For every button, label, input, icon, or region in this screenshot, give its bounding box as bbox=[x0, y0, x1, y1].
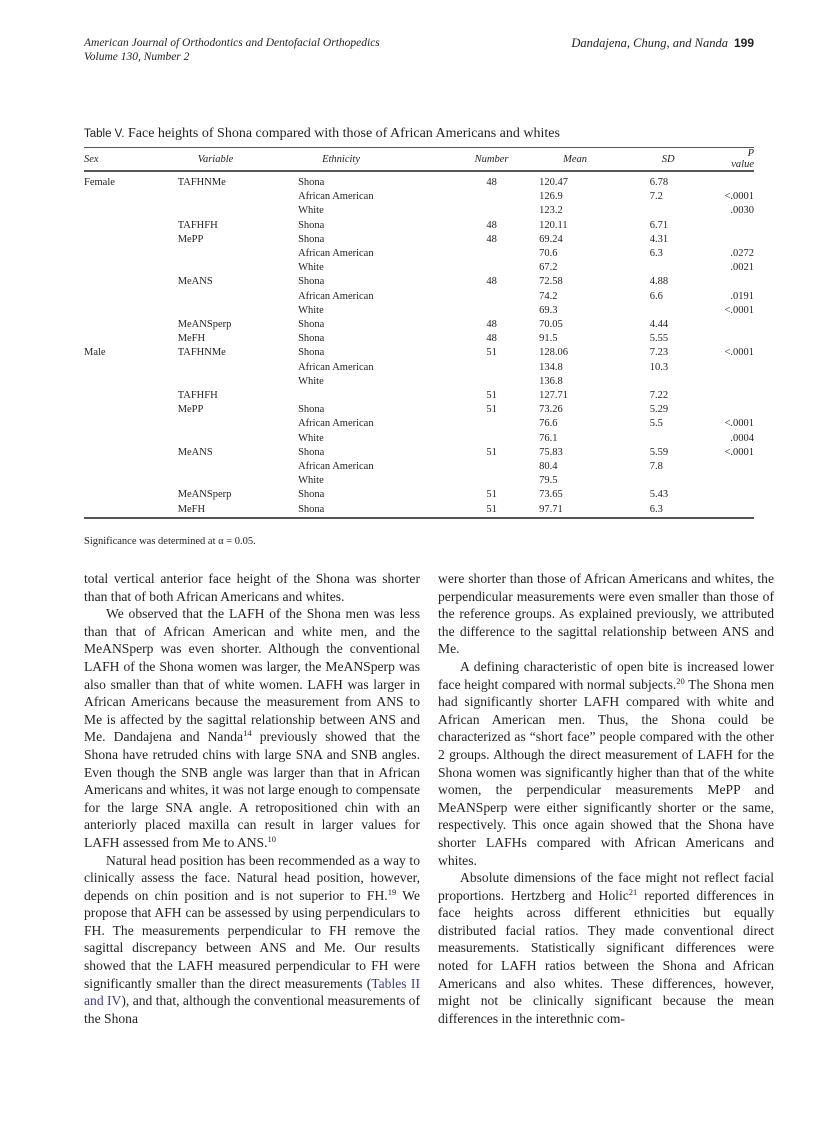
cell-p-value: .0030 bbox=[730, 205, 754, 217]
data-table bbox=[84, 147, 754, 519]
cell-sd: 7.22 bbox=[649, 390, 669, 402]
cell-variable: TAFHNMe bbox=[177, 177, 226, 188]
cell-ethnicity: White bbox=[298, 262, 324, 274]
body-text: ), and that, although the conventional measurements of the Shona bbox=[84, 993, 420, 1026]
cell-ethnicity: Shona bbox=[298, 446, 325, 458]
cell-sd bbox=[650, 261, 725, 275]
cell-ethnicity: African American bbox=[298, 191, 374, 203]
citation-reference[interactable]: 10 bbox=[267, 833, 277, 844]
table-row bbox=[84, 375, 754, 389]
cell-variable bbox=[178, 432, 298, 446]
cell-number: 51 bbox=[486, 347, 497, 359]
cell-p-value bbox=[724, 403, 754, 417]
cell-variable bbox=[178, 460, 298, 474]
citation-reference[interactable]: 19 bbox=[387, 886, 397, 897]
cell-sex bbox=[84, 247, 178, 261]
page-number: 199 bbox=[733, 36, 754, 50]
cell-sd bbox=[650, 204, 725, 218]
cell-sex bbox=[84, 275, 178, 289]
cell-sd: 4.44 bbox=[649, 319, 669, 331]
cell-number: 51 bbox=[486, 489, 497, 501]
cell-p-value: <.0001 bbox=[724, 347, 754, 359]
cell-mean: 126.9 bbox=[539, 191, 563, 203]
cell-number bbox=[448, 190, 535, 204]
cell-p-value bbox=[724, 332, 754, 346]
cell-mean: 74.2 bbox=[539, 290, 558, 302]
cell-variable bbox=[178, 290, 298, 304]
cell-p-value bbox=[724, 460, 754, 474]
cell-mean: 136.8 bbox=[539, 375, 563, 387]
cell-sex bbox=[84, 389, 178, 403]
cell-variable: MePP bbox=[177, 233, 204, 245]
cell-sex: Female bbox=[84, 177, 115, 188]
table-cross-reference-link[interactable]: Tables II and IV bbox=[84, 975, 420, 1009]
table-row bbox=[84, 247, 754, 261]
cell-sex bbox=[84, 290, 178, 304]
cell-sd bbox=[650, 474, 725, 488]
cell-ethnicity: Shona bbox=[298, 276, 325, 288]
table-row bbox=[84, 275, 754, 289]
body-column-left bbox=[84, 570, 420, 1027]
cell-p-value bbox=[724, 361, 754, 375]
cell-sd: 7.2 bbox=[649, 191, 663, 203]
cell-p-value: .0191 bbox=[730, 290, 754, 302]
cell-variable bbox=[178, 247, 298, 261]
cell-number bbox=[448, 474, 535, 488]
table-footnote: Significance was determined at α = 0.05. bbox=[84, 536, 256, 547]
col-header-number: Number bbox=[474, 153, 509, 165]
cell-sex bbox=[84, 488, 178, 502]
cell-sd: 4.88 bbox=[649, 276, 669, 288]
cell-p-value bbox=[724, 233, 754, 247]
cell-sex bbox=[84, 432, 178, 446]
cell-mean: 69.3 bbox=[539, 304, 558, 316]
body-paragraph bbox=[438, 869, 774, 1027]
cell-mean: 72.58 bbox=[539, 276, 563, 288]
cell-ethnicity: White bbox=[298, 432, 324, 444]
journal-volume: Volume 130, Number 2 bbox=[84, 51, 190, 63]
cell-number: 48 bbox=[486, 219, 497, 231]
cell-p-value: <.0001 bbox=[724, 418, 754, 430]
table-row bbox=[84, 233, 754, 247]
cell-mean: 120.11 bbox=[539, 219, 568, 231]
cell-number bbox=[448, 204, 535, 218]
col-header-p-value: P value bbox=[731, 148, 754, 170]
cell-sd: 5.59 bbox=[649, 446, 669, 458]
cell-variable bbox=[178, 361, 298, 375]
cell-sex bbox=[84, 361, 178, 375]
citation-reference[interactable]: 14 bbox=[243, 728, 252, 739]
table-row bbox=[84, 417, 754, 431]
body-text: The Shona men had significantly shorter LAFH compared with white and African American men. Thus, the Shona could be characterized as “short face” people compared with the other 2 groups. Although the direct measurement of LAFH for the Shona women was significantly higher than that of the white women, the perpendicular measurements MePP and MeANSperp were either significantly shorter or the same, respectively. This once again showed that the Shona have shorter LAFHs compared with African Americans and whites. bbox=[438, 676, 774, 868]
cell-p-value bbox=[724, 375, 754, 389]
cell-mean: 70.05 bbox=[539, 319, 563, 331]
cell-ethnicity: Shona bbox=[298, 489, 325, 501]
cell-mean: 75.83 bbox=[539, 446, 563, 458]
cell-ethnicity: African American bbox=[298, 461, 374, 473]
cell-number bbox=[448, 261, 535, 275]
table-row bbox=[84, 346, 754, 360]
body-paragraph bbox=[438, 658, 774, 869]
table-body bbox=[84, 172, 754, 517]
cell-ethnicity: African American bbox=[298, 290, 374, 302]
cell-variable: MeFH bbox=[177, 333, 206, 345]
cell-p-value bbox=[724, 389, 754, 403]
body-text: We propose that AFH can be assessed by using perpendiculars to FH. The measurements perpendicular to FH remove the sagittal discrepancy between ANS and Me. Our results showed that the LAFH measured perpendicular to FH were significantly smaller than the direct measurements ( bbox=[84, 887, 420, 991]
cell-ethnicity: White bbox=[298, 375, 324, 387]
cell-mean: 123.2 bbox=[539, 205, 563, 217]
cell-mean: 79.5 bbox=[539, 475, 558, 487]
cell-p-value: <.0001 bbox=[724, 191, 754, 203]
cell-sd: 7.8 bbox=[649, 461, 663, 473]
cell-variable bbox=[178, 190, 298, 204]
cell-sd bbox=[650, 432, 725, 446]
cell-p-value: <.0001 bbox=[724, 304, 754, 316]
body-paragraph bbox=[84, 852, 420, 1028]
cell-mean: 80.4 bbox=[539, 461, 558, 473]
table-label: Table V. bbox=[84, 128, 125, 140]
running-header-left bbox=[84, 36, 380, 64]
cell-mean: 76.6 bbox=[539, 418, 558, 430]
table-row bbox=[84, 446, 754, 460]
cell-ethnicity: Shona bbox=[298, 404, 325, 416]
cell-number: 48 bbox=[486, 319, 497, 331]
table-caption bbox=[84, 126, 560, 142]
cell-ethnicity: Shona bbox=[298, 333, 325, 345]
cell-number: 51 bbox=[486, 446, 497, 458]
col-header-ethnicity: Ethnicity bbox=[322, 153, 360, 165]
table-header-row bbox=[84, 148, 754, 170]
cell-p-value bbox=[724, 172, 754, 190]
cell-mean: 120.47 bbox=[539, 177, 568, 188]
running-header-right bbox=[571, 36, 754, 51]
cell-variable bbox=[178, 304, 298, 318]
cell-number: 48 bbox=[486, 276, 497, 288]
cell-sex bbox=[84, 460, 178, 474]
cell-sex bbox=[84, 417, 178, 431]
cell-variable: TAFHNMe bbox=[177, 347, 226, 359]
cell-variable: MeANS bbox=[177, 276, 213, 288]
cell-variable bbox=[178, 261, 298, 275]
journal-name: American Journal of Orthodontics and Dentofacial Orthopedics bbox=[84, 37, 380, 49]
cell-number: 48 bbox=[486, 233, 497, 245]
cell-sex bbox=[84, 332, 178, 346]
cell-number bbox=[448, 304, 535, 318]
cell-sd: 7.23 bbox=[649, 347, 669, 359]
body-text: reported differences in face heights across different ethnicities but equally distributed facial ratios. They made conventional direct measurements. Statistically significant differences were noted for LAFH ratios between the Shona and African Americans and also whites. These differences, however, might not be clinically significant because the mean differences in the interethnic com- bbox=[438, 887, 775, 1026]
cell-number: 48 bbox=[486, 333, 497, 345]
cell-ethnicity: Shona bbox=[298, 319, 325, 331]
body-text: A defining characteristic of open bite is increased lower face height compared with normal subjects. bbox=[438, 658, 774, 692]
body-text: total vertical anterior face height of the Shona was shorter than that of both African Americans and whites. bbox=[84, 571, 420, 604]
body-paragraph bbox=[84, 605, 420, 851]
cell-p-value: .0272 bbox=[730, 248, 754, 260]
cell-mean: 67.2 bbox=[539, 262, 558, 274]
body-text: previously showed that the Shona have retruded chins with large SNA and SNB angles. Even though the SNB angle was larger than that in African Americans and whites, it was not large enough to compensate for the large SNA angle. A retropositioned chin with an anteriorly placed maxilla can result in larger values for LAFH assessed from Me to ANS. bbox=[84, 729, 420, 850]
table-row bbox=[84, 290, 754, 304]
cell-sd: 6.78 bbox=[649, 177, 669, 188]
header-authors: Dandajena, Chung, and Nanda bbox=[571, 36, 728, 50]
citation-reference[interactable]: 20 bbox=[676, 675, 685, 686]
cell-number: 51 bbox=[486, 503, 497, 515]
cell-sex bbox=[84, 219, 178, 233]
cell-sex bbox=[84, 503, 178, 517]
body-text: We observed that the LAFH of the Shona men was less than that of African American and white men, and the MeANSperp was even shorter. Although the conventional LAFH of the Shona women was larger, the MeANSperp was also smaller than that of white women. LAFH was larger in African Americans because the measurement from ANS to Me is affected by the sagittal relationship between ANS and Me. Dandajena and Nanda bbox=[84, 606, 420, 745]
cell-number bbox=[448, 460, 535, 474]
cell-ethnicity: Shona bbox=[298, 347, 325, 359]
cell-sex bbox=[84, 233, 178, 247]
col-header-sex: Sex bbox=[84, 153, 99, 165]
table-row bbox=[84, 190, 754, 204]
cell-p-value: .0021 bbox=[730, 262, 754, 274]
table-row bbox=[84, 361, 754, 375]
cell-sex bbox=[84, 318, 178, 332]
cell-sex bbox=[84, 304, 178, 318]
body-paragraph bbox=[84, 570, 420, 605]
table-row bbox=[84, 261, 754, 275]
cell-p-value: <.0001 bbox=[724, 446, 754, 458]
cell-mean: 127.71 bbox=[539, 390, 568, 402]
cell-number bbox=[448, 417, 535, 431]
cell-ethnicity: Shona bbox=[298, 177, 325, 188]
cell-variable: TAFHFH bbox=[177, 219, 218, 231]
table-row bbox=[84, 332, 754, 346]
table-row bbox=[84, 488, 754, 502]
table-row bbox=[84, 403, 754, 417]
table-row bbox=[84, 503, 754, 517]
cell-variable: MePP bbox=[177, 404, 204, 416]
cell-mean: 134.8 bbox=[539, 361, 563, 373]
cell-number bbox=[448, 290, 535, 304]
cell-sd: 5.29 bbox=[649, 404, 669, 416]
cell-sex bbox=[84, 204, 178, 218]
table-row bbox=[84, 389, 754, 403]
cell-ethnicity: African American bbox=[298, 361, 374, 373]
cell-ethnicity: Shona bbox=[298, 233, 325, 245]
cell-sex bbox=[84, 403, 178, 417]
cell-sd: 5.5 bbox=[649, 418, 663, 430]
cell-p-value bbox=[724, 474, 754, 488]
cell-ethnicity bbox=[298, 389, 448, 403]
cell-p-value: .0004 bbox=[730, 432, 754, 444]
table-row bbox=[84, 432, 754, 446]
col-header-sd: SD bbox=[661, 153, 675, 165]
col-header-variable: Variable bbox=[197, 153, 234, 165]
cell-sd: 5.43 bbox=[649, 489, 669, 501]
cell-sd: 6.6 bbox=[649, 290, 663, 302]
table-bottom-rule bbox=[84, 517, 754, 519]
cell-variable bbox=[178, 204, 298, 218]
cell-p-value bbox=[724, 488, 754, 502]
cell-number bbox=[448, 375, 535, 389]
cell-mean: 70.6 bbox=[539, 248, 558, 260]
cell-mean: 128.06 bbox=[539, 347, 568, 359]
cell-sd: 4.31 bbox=[649, 233, 669, 245]
cell-sd: 5.55 bbox=[649, 333, 669, 345]
cell-sd: 6.71 bbox=[649, 219, 669, 231]
table-row bbox=[84, 318, 754, 332]
body-text: Natural head position has been recommended as a way to clinically assess the face. Natural head position, however, depends on chin position and is not superior to FH. bbox=[84, 852, 420, 903]
table-row bbox=[84, 219, 754, 233]
cell-sd: 6.3 bbox=[649, 503, 663, 515]
cell-mean: 73.26 bbox=[539, 404, 563, 416]
cell-p-value bbox=[724, 219, 754, 233]
table-row bbox=[84, 172, 754, 190]
cell-number: 51 bbox=[486, 404, 497, 416]
cell-number bbox=[448, 361, 535, 375]
cell-variable bbox=[178, 474, 298, 488]
cell-ethnicity: African American bbox=[298, 248, 374, 260]
table-title: Face heights of Shona compared with those of African Americans and whites bbox=[128, 126, 560, 141]
cell-variable: MeFH bbox=[177, 503, 206, 515]
cell-p-value bbox=[724, 275, 754, 289]
cell-sd bbox=[650, 304, 725, 318]
cell-mean: 73.65 bbox=[539, 489, 563, 501]
cell-number bbox=[448, 247, 535, 261]
cell-sex bbox=[84, 375, 178, 389]
cell-number: 51 bbox=[486, 390, 497, 402]
cell-mean: 97.71 bbox=[539, 503, 563, 515]
cell-variable: MeANSperp bbox=[177, 489, 232, 501]
cell-number: 48 bbox=[486, 177, 497, 188]
cell-sex bbox=[84, 190, 178, 204]
cell-mean: 91.5 bbox=[539, 333, 558, 345]
cell-variable: MeANSperp bbox=[177, 319, 232, 331]
table-row bbox=[84, 204, 754, 218]
table-row bbox=[84, 304, 754, 318]
cell-mean: 69.24 bbox=[539, 233, 563, 245]
table-row bbox=[84, 474, 754, 488]
cell-p-value bbox=[724, 503, 754, 517]
cell-sex bbox=[84, 474, 178, 488]
cell-ethnicity: White bbox=[298, 205, 324, 217]
cell-ethnicity: African American bbox=[298, 418, 374, 430]
cell-mean: 76.1 bbox=[539, 432, 558, 444]
cell-ethnicity: Shona bbox=[298, 219, 325, 231]
cell-variable: TAFHFH bbox=[177, 390, 218, 402]
cell-sex: Male bbox=[84, 347, 106, 359]
cell-sd: 6.3 bbox=[649, 248, 663, 260]
cell-number bbox=[448, 432, 535, 446]
body-paragraph bbox=[438, 570, 774, 658]
body-text: were shorter than those of African Americans and whites, the perpendicular measurements were even smaller than those of the reference groups. As explained previously, we attributed the difference to the sagittal relationship between ANS and Me. bbox=[438, 571, 774, 657]
cell-ethnicity: White bbox=[298, 304, 324, 316]
body-text: Absolute dimensions of the face might not reflect facial proportions. Hertzberg and Holic bbox=[438, 870, 774, 903]
citation-reference[interactable]: 21 bbox=[628, 886, 638, 897]
cell-variable bbox=[178, 375, 298, 389]
cell-sex bbox=[84, 261, 178, 275]
cell-sd bbox=[650, 375, 725, 389]
table-row bbox=[84, 460, 754, 474]
cell-variable: MeANS bbox=[177, 446, 213, 458]
body-column-right bbox=[438, 570, 774, 1027]
cell-ethnicity: White bbox=[298, 475, 324, 487]
cell-ethnicity: Shona bbox=[298, 503, 325, 515]
cell-variable bbox=[178, 417, 298, 431]
cell-sd: 10.3 bbox=[649, 361, 669, 373]
col-header-mean: Mean bbox=[563, 153, 588, 165]
cell-sex bbox=[84, 446, 178, 460]
cell-p-value bbox=[724, 318, 754, 332]
